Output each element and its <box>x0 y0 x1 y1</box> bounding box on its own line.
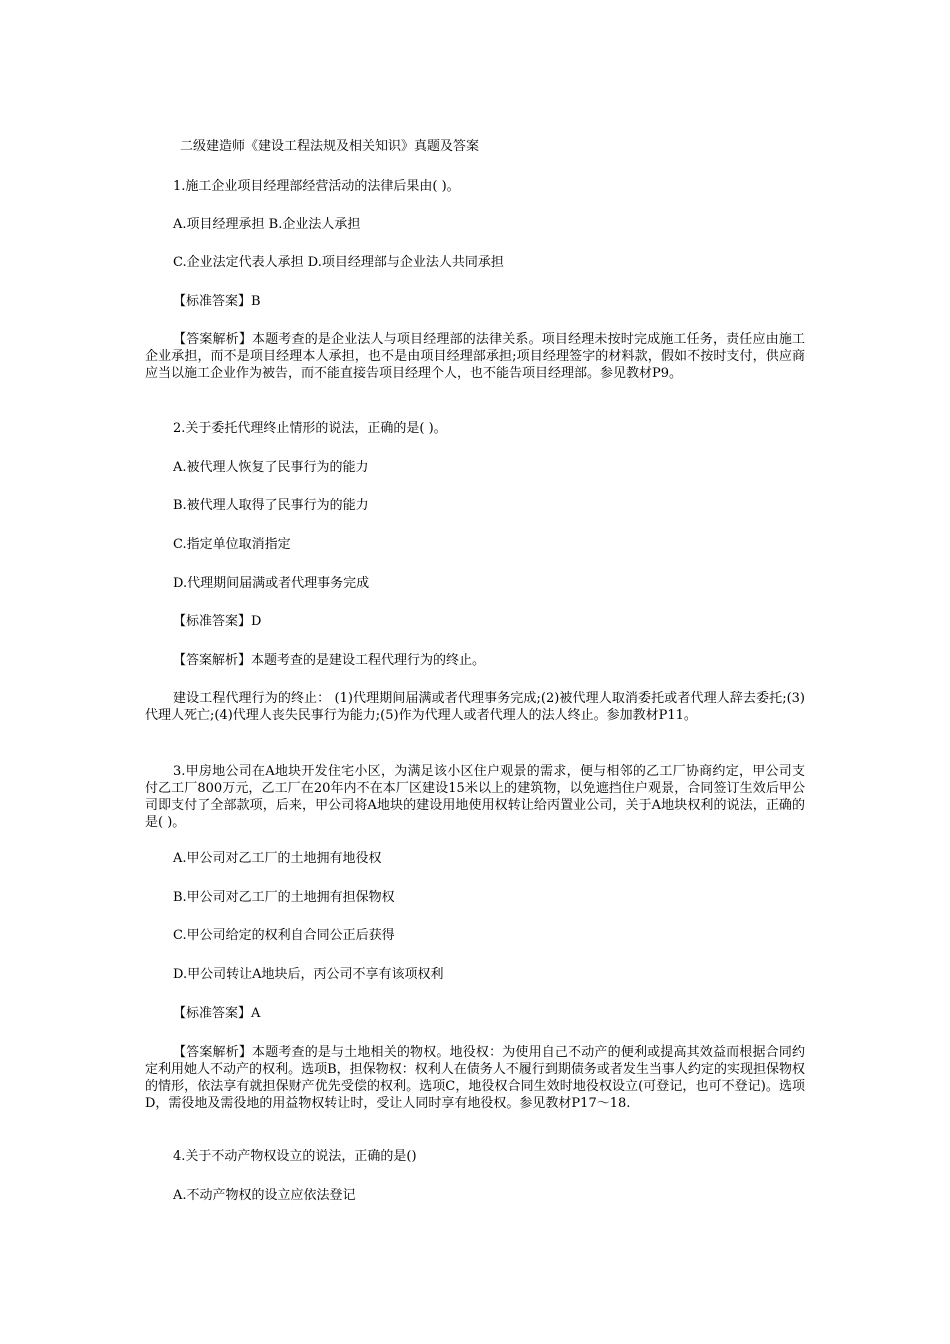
question-4: 4.关于不动产物权设立的说法，正确的是() <box>173 1149 417 1164</box>
question-2: 2.关于委托代理终止情形的说法，正确的是( )。 <box>173 421 447 436</box>
question-1: 1.施工企业项目经理部经营活动的法律后果由( )。 <box>173 179 460 194</box>
question-3-option-b: B.甲公司对乙工厂的土地拥有担保物权 <box>173 890 395 905</box>
question-3: 3.甲房地公司在A地块开发住宅小区，为满足该小区住户观景的需求，便与相邻的乙工厂协商约定，甲公司支付乙工厂800万元，乙工厂在20年内不在本厂区建设15米以上的建筑物，以免遮挡住户观景，合同签订生效后甲公司即支付了全部款项，后来，甲公司将A地块的建设用地使用权转让给丙置业公司，关于A地块权利的说法，正确的是( )。 <box>145 764 805 830</box>
question-2-option-a: A.被代理人恢复了民事行为的能力 <box>173 460 369 475</box>
question-2-option-b: B.被代理人取得了民事行为的能力 <box>173 498 369 513</box>
document-title: 二级建造师《建设工程法规及相关知识》真题及答案 <box>180 139 480 154</box>
question-3-answer: 【标准答案】A <box>173 1006 261 1021</box>
question-2-answer: 【标准答案】D <box>173 614 262 629</box>
question-2-analysis-detail: 建设工程代理行为的终止： (1)代理期间届满或者代理事务完成;(2)被代理人取消委托或者代理人辞去委托;(3)代理人死亡;(4)代理人丧失民事行为能力;(5)作为代理人或者代理人的法人终止。参加教材P11。 <box>145 691 805 723</box>
question-4-option-a: A.不动产物权的设立应依法登记 <box>173 1188 356 1203</box>
question-3-option-a: A.甲公司对乙工厂的土地拥有地役权 <box>173 851 382 866</box>
question-3-option-d: D.甲公司转让A地块后，丙公司不享有该项权利 <box>173 967 444 982</box>
question-2-option-d: D.代理期间届满或者代理事务完成 <box>173 576 370 591</box>
question-2-option-c: C.指定单位取消指定 <box>173 537 291 552</box>
question-1-analysis: 【答案解析】本题考查的是企业法人与项目经理部的法律关系。项目经理未按时完成施工任务，责任应由施工企业承担，而不是项目经理本人承担，也不是由项目经理部承担;项目经理签字的材料款，假如不按时支付，供应商应当以施工企业作为被告，而不能直接告项目经理个人，也不能告项目经理部。参见教材P9。 <box>145 332 805 381</box>
question-3-analysis: 【答案解析】本题考查的是与土地相关的物权。地役权：为使用自己不动产的便利或提高其效益而根据合同约定利用她人不动产的权利。选项B，担保物权：权利人在债务人不履行到期债务或者发生当事人约定的实现担保物权的情形，依法享有就担保财产优先受偿的权利。选项C，地役权合同生效时地役权设立(可登记，也可不登记)。选项D，需役地及需役地的用益物权转让时，受让人同时享有地役权。参见教材P17～18. <box>145 1045 805 1111</box>
question-1-options-cd: C.企业法定代表人承担 D.项目经理部与企业法人共同承担 <box>173 255 504 270</box>
question-2-analysis: 【答案解析】本题考查的是建设工程代理行为的终止。 <box>173 653 486 668</box>
question-3-option-c: C.甲公司给定的权利自合同公正后获得 <box>173 928 395 943</box>
question-1-options-ab: A.项目经理承担 B.企业法人承担 <box>173 217 361 232</box>
question-1-answer: 【标准答案】B <box>173 294 261 309</box>
